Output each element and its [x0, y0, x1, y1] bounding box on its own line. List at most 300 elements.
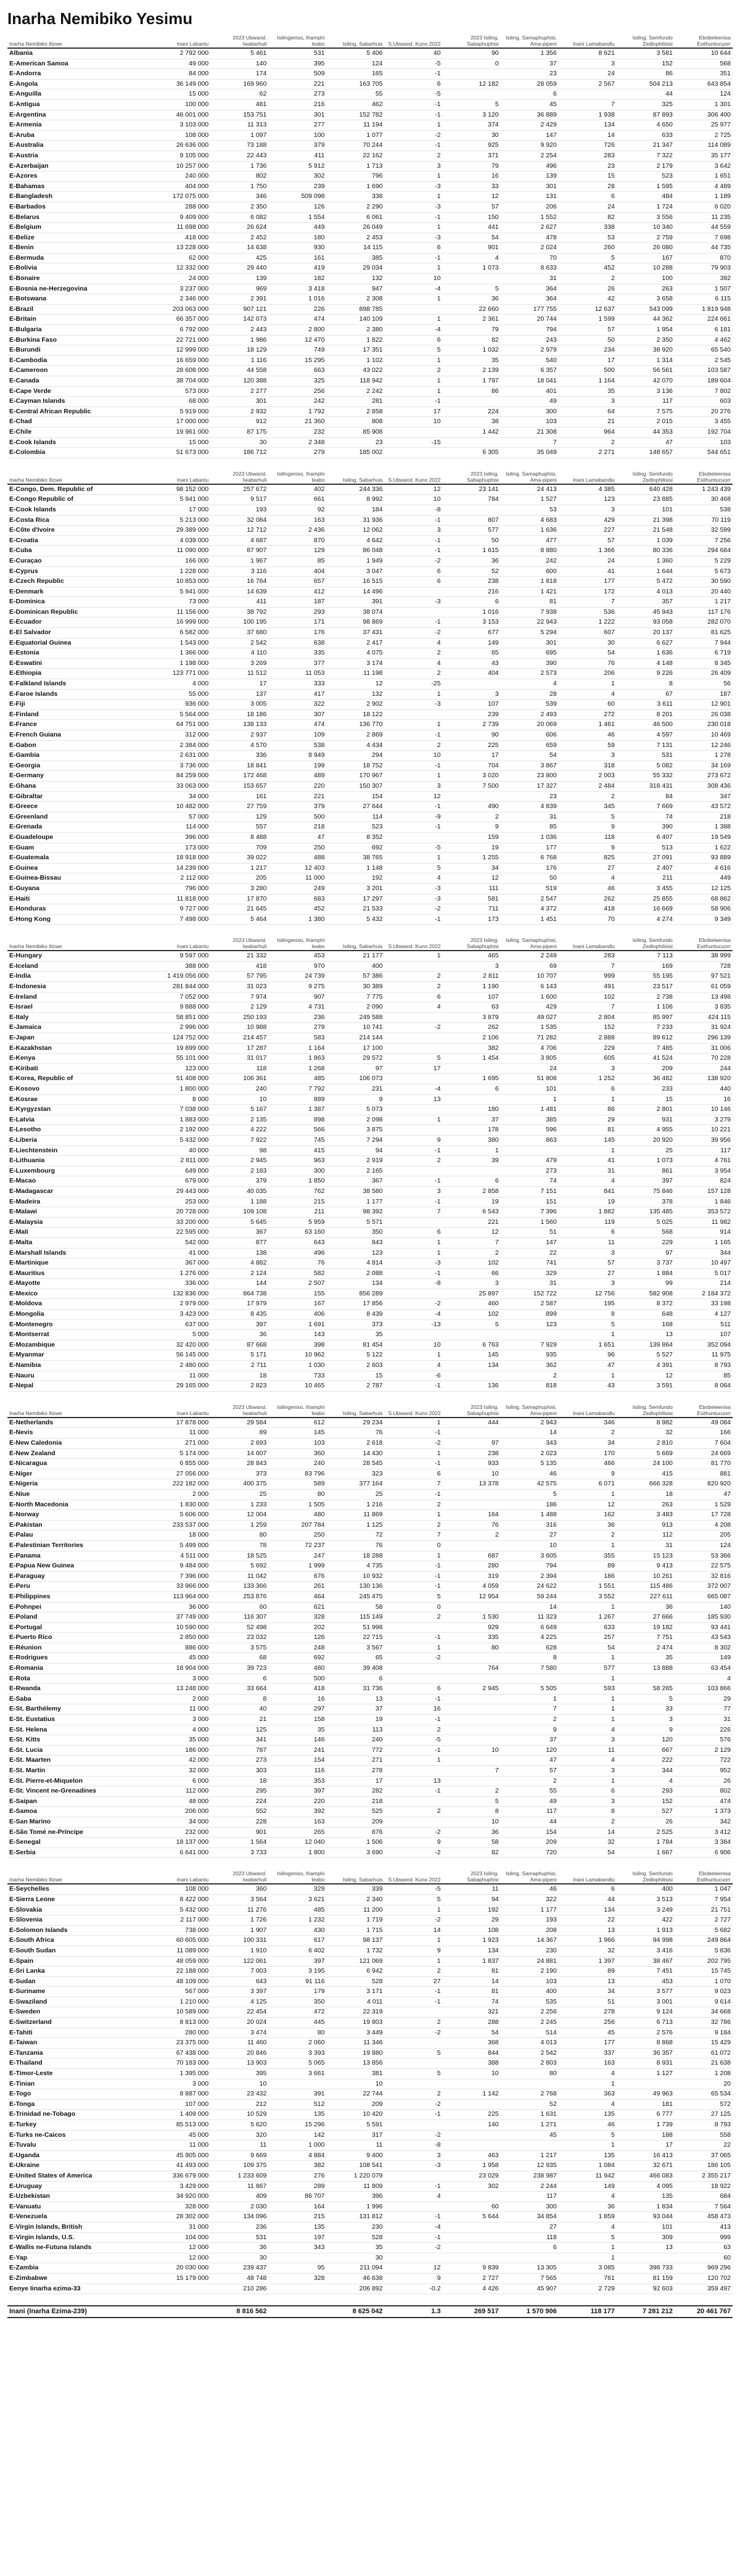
cell-value: 279 [268, 1023, 326, 1033]
cell-value: 912 [210, 417, 268, 427]
cell-value: 43 [559, 1381, 617, 1392]
column-header: S.Ubwand. Kuno 2022 [385, 936, 443, 951]
cell-value: 186 000 [152, 1745, 210, 1756]
cell-value: 55 000 [152, 689, 210, 700]
cell-value: 802 [675, 1786, 733, 1797]
cell-value: 4 642 [326, 535, 384, 546]
cell-value: 15 179 000 [152, 2273, 210, 2284]
cell-value: 679 000 [152, 1176, 210, 1187]
cell-value: 136 770 [326, 720, 384, 730]
cell-value: 100 [617, 274, 675, 284]
cell-value: 2 [559, 1530, 617, 1541]
cell-value: 363 [559, 2089, 617, 2100]
cell-value: 97 521 [675, 972, 733, 982]
cell-value: 28 059 [501, 79, 559, 89]
cell-value: 496 [501, 161, 559, 171]
table-row [7, 577, 733, 587]
cell-value: 14 115 [326, 243, 384, 254]
cell-value: 9 [617, 1725, 675, 1735]
cell-value: 877 [210, 1237, 268, 1248]
cell-value: 15 296 [268, 2120, 326, 2131]
column-header: Ebobeleenisa Esithuntucuorr [675, 936, 733, 951]
cell-value: 57 [501, 1766, 559, 1777]
cell-value: 2 184 372 [675, 1289, 733, 1299]
table-row [7, 730, 733, 741]
cell-value: 1 [559, 2253, 617, 2263]
cell-value: 511 [675, 1319, 733, 1330]
cell-value: 3 416 [617, 1946, 675, 1956]
cell-value [385, 2171, 443, 2181]
cell-value: 67 [617, 689, 675, 700]
cell-value: 6 713 [617, 2018, 675, 2028]
cell-value: 181 [617, 2099, 675, 2110]
country-name: E-India [7, 972, 152, 982]
cell-value: 1 819 948 [675, 304, 733, 315]
country-name: E-Slovakia [7, 1905, 152, 1915]
cell-value [501, 1674, 559, 1684]
cell-value: 12 [443, 192, 501, 202]
cell-value [385, 304, 443, 315]
cell-value: 44 353 [617, 427, 675, 437]
country-name: E-Norway [7, 1510, 152, 1521]
cell-value: 4 [559, 2069, 617, 2079]
cell-value: 643 [210, 1976, 268, 1987]
cell-value: 172 468 [210, 771, 268, 782]
cell-value: 665 087 [675, 1591, 733, 1602]
country-name: E-Antigua [7, 99, 152, 110]
cell-value: 480 [268, 1510, 326, 1521]
cell-value: 46 [501, 1469, 559, 1479]
cell-value: -6 [385, 1371, 443, 1381]
cell-value [385, 427, 443, 437]
cell-value: 1 366 000 [152, 648, 210, 659]
cell-value: 907 121 [210, 304, 268, 315]
cell-value: 20 440 [675, 587, 733, 597]
cell-value: -5 [385, 89, 443, 100]
cell-value: 13 [385, 1776, 443, 1786]
cell-value: 824 [675, 1176, 733, 1187]
cell-value: 32 000 [152, 1766, 210, 1777]
cell-value: 8 633 [501, 263, 559, 274]
cell-value: 7 451 [617, 1967, 675, 1977]
cell-value: 10 469 [675, 730, 733, 741]
cell-value: 1 164 [559, 376, 617, 387]
cell-value: 4 882 [210, 1258, 268, 1269]
cell-value: 23 032 [210, 1633, 268, 1643]
cell-value: 6 061 [326, 212, 384, 223]
table-row [7, 992, 733, 1002]
cell-value: 6 [443, 597, 501, 608]
cell-value: 11 276 [210, 1905, 268, 1915]
cell-value: 18 186 [210, 709, 268, 720]
cell-value: 12 [385, 791, 443, 802]
cell-value: -2 [385, 1915, 443, 1926]
cell-value: 649 000 [152, 1166, 210, 1176]
country-name: E-Malta [7, 1237, 152, 1248]
cell-value: 1 910 [210, 1946, 268, 1956]
cell-value: 135 [268, 2222, 326, 2232]
cell-value: 1 863 [268, 1054, 326, 1064]
cell-value: 4 [559, 1176, 617, 1187]
country-name: E-Bulgaria [7, 325, 152, 336]
cell-value: 2 945 [443, 1684, 501, 1695]
cell-value: 3 455 [675, 417, 733, 427]
cell-value: 5 122 [326, 1350, 384, 1361]
cell-value: 203 063 000 [152, 304, 210, 315]
cell-value: 104 000 [152, 2232, 210, 2243]
cell-value: 5 941 000 [152, 495, 210, 505]
cell-value: 29 234 [326, 1418, 384, 1428]
cell-value: 55 332 [617, 771, 675, 782]
total-label: Inani (Inarha Ezima-239) [7, 2306, 152, 2318]
cell-value: 4 [385, 2192, 443, 2202]
cell-value: 136 [443, 1381, 501, 1392]
cell-value: 20 728 000 [152, 1207, 210, 1218]
cell-value: 36 [443, 556, 501, 566]
cell-value: -1 [385, 1146, 443, 1156]
table-row [7, 2038, 733, 2049]
cell-value: 5 432 [326, 914, 384, 925]
report-blocks [7, 33, 733, 2294]
cell-value: 7 575 [617, 407, 675, 417]
cell-value: 1 360 [617, 556, 675, 566]
country-name: E-Uganda [7, 2150, 152, 2161]
cell-value: 36 [617, 1602, 675, 1612]
cell-value: 47 [675, 1489, 733, 1500]
cell-value: 39 723 [210, 1664, 268, 1674]
cell-value: 12 004 [210, 1510, 268, 1521]
country-name: E-Sierra Leone [7, 1894, 152, 1905]
cell-value: -1 [385, 546, 443, 556]
cell-value: 400 375 [210, 1479, 268, 1490]
cell-value: 11 090 000 [152, 546, 210, 556]
cell-value: 21 548 [617, 526, 675, 536]
cell-value: 1 073 [617, 1156, 675, 1166]
cell-value: 55 101 000 [152, 1054, 210, 1064]
cell-value: 5 294 [501, 628, 559, 638]
cell-value: 14 607 [210, 1448, 268, 1459]
cell-value: 2 484 [559, 781, 617, 791]
cell-value: 68 [210, 1653, 268, 1664]
cell-value: 54 [501, 751, 559, 761]
country-name: E-Myanmar [7, 1350, 152, 1361]
cell-value: 186 712 [210, 448, 268, 458]
cell-value: 84 000 [152, 69, 210, 80]
cell-value: 280 [443, 1561, 501, 1572]
cell-value: 100 000 [152, 99, 210, 110]
cell-value: 1 421 [501, 587, 559, 597]
cell-value: 49 084 [675, 1418, 733, 1428]
cell-value: 612 [268, 1418, 326, 1428]
country-name: E-Virgin Islands, British [7, 2222, 152, 2232]
country-name: E-Togo [7, 2089, 152, 2100]
cell-value: 125 [210, 1725, 268, 1735]
cell-value: 37 [501, 1735, 559, 1746]
cell-value: 13 [617, 2243, 675, 2253]
column-header: Isiling. Samaphuphisi, Ama-pipeni [501, 1869, 559, 1884]
country-name: E-Netherlands [7, 1418, 152, 1428]
cell-value: 221 [268, 791, 326, 802]
country-name: E-Mauritius [7, 1268, 152, 1279]
cell-value: 8 992 [326, 495, 384, 505]
table-row [7, 1469, 733, 1479]
cell-value: 13 305 [501, 2263, 559, 2274]
country-name: E-Tuvalu [7, 2140, 152, 2151]
cell-value: 667 [617, 1745, 675, 1756]
cell-value: 107 [443, 700, 501, 710]
cell-value: 240 [268, 1459, 326, 1469]
cell-value: 396 [326, 2192, 384, 2202]
cell-value: 1 461 [559, 720, 617, 730]
cell-value: 209 [501, 1838, 559, 1848]
cell-value: 1 949 [326, 556, 384, 566]
cell-value [385, 1622, 443, 1633]
cell-value: 31 [501, 812, 559, 822]
cell-value: -2 [385, 2243, 443, 2253]
table-row [7, 1925, 733, 1936]
cell-value: 109 375 [210, 2161, 268, 2171]
table-row [7, 556, 733, 566]
cell-value: 2 803 [501, 2058, 559, 2069]
cell-value: 2 417 [326, 638, 384, 648]
country-name: E-Congo Republic of [7, 495, 152, 505]
cell-value: 1 [559, 1776, 617, 1786]
column-header: 2023 Isiling. Sabaphuphisi [443, 1403, 501, 1418]
cell-value: 123 [501, 1319, 559, 1330]
cell-value: -1 [385, 1997, 443, 2007]
cell-value: 28 [559, 181, 617, 192]
country-name: E-Niger [7, 1469, 152, 1479]
cell-value: 10 261 [617, 1571, 675, 1582]
cell-value: 513 [617, 843, 675, 853]
country-name: E-Andorra [7, 69, 152, 80]
cell-value: 37 065 [675, 2150, 733, 2161]
cell-value: 233 537 000 [152, 1520, 210, 1530]
cell-value: 8 880 [501, 546, 559, 556]
cell-value: 360 [210, 1884, 268, 1894]
cell-value: 23 029 [443, 2171, 501, 2181]
cell-value: 134 096 [210, 2212, 268, 2223]
cell-value: 2 443 [210, 325, 268, 336]
cell-value: 2 792 000 [152, 48, 210, 59]
table-row [7, 448, 733, 458]
table-row [7, 1997, 733, 2007]
cell-value: 1 529 [675, 1500, 733, 1510]
cell-value: 2 [385, 1807, 443, 1817]
cell-value: 288 [443, 2018, 501, 2028]
table-row [7, 771, 733, 782]
cell-value: 5 213 000 [152, 515, 210, 526]
cell-value: 14 [559, 1827, 617, 1838]
cell-value: 29 034 [326, 263, 384, 274]
cell-value: 6 000 [152, 1776, 210, 1786]
table-row [7, 2110, 733, 2120]
cell-value: -1 [385, 2212, 443, 2223]
cell-value: 566 [268, 1125, 326, 1136]
cell-value: -8 [385, 505, 443, 515]
cell-value: 1 [385, 951, 443, 961]
cell-value: 3 567 [326, 1643, 384, 1653]
cell-value: 245 475 [326, 1591, 384, 1602]
cell-value: -1 [385, 212, 443, 223]
cell-value: 44 [559, 1894, 617, 1905]
cell-value: 367 000 [152, 1258, 210, 1269]
cell-value: 162 [559, 1510, 617, 1521]
cell-value: 2 [559, 1817, 617, 1827]
cell-value: 214 457 [210, 1033, 268, 1044]
cell-value: 273 [268, 89, 326, 100]
cell-value: -9 [385, 812, 443, 822]
column-header: Inarha Nemibiko Ilizwe [7, 469, 152, 484]
cell-value: 343 [268, 2243, 326, 2253]
cell-value: 197 [268, 2232, 326, 2243]
cell-value: 445 [268, 2018, 326, 2028]
country-name: E-Cayman Islands [7, 397, 152, 407]
cell-value: 10 741 [326, 1023, 384, 1033]
cell-value: 42 070 [617, 376, 675, 387]
country-name: E-Belarus [7, 212, 152, 223]
cell-value: 3 [559, 1248, 617, 1258]
cell-value: 1 830 000 [152, 1500, 210, 1510]
table-row [7, 1725, 733, 1735]
cell-value: 205 [210, 873, 268, 884]
cell-value: 3 513 [617, 1894, 675, 1905]
cell-value: 2 [385, 648, 443, 659]
cell-value: 1 409 000 [152, 2110, 210, 2120]
cell-value: 388 [443, 2058, 501, 2069]
country-name: E-Britain [7, 315, 152, 325]
cell-value: 32 671 [617, 2161, 675, 2171]
cell-value [617, 2079, 675, 2089]
cell-value: 0 [385, 1602, 443, 1612]
cell-value: 1 800 [268, 1847, 326, 1858]
cell-value: 37 [443, 1115, 501, 1125]
cell-value: 2 811 [443, 972, 501, 982]
cell-value: 4 127 [675, 1310, 733, 1320]
cell-value: 17 000 000 [152, 417, 210, 427]
cell-value: 3 384 [675, 1838, 733, 1848]
cell-value: 18 841 [210, 761, 268, 771]
cell-value: 2 [385, 1156, 443, 1166]
country-name: E-Liberia [7, 1135, 152, 1146]
cell-value [443, 791, 501, 802]
cell-value: 89 [559, 1561, 617, 1572]
cell-value: 8 435 [210, 1310, 268, 1320]
cell-value: 2 474 [617, 1643, 675, 1653]
cell-value: -5 [385, 1884, 443, 1894]
cell-value: 1 301 [675, 99, 733, 110]
cell-value: 2 507 [268, 1279, 326, 1289]
cell-value: 10 [385, 274, 443, 284]
cell-value: 406 [268, 1310, 326, 1320]
cell-value: 374 [443, 120, 501, 131]
country-name: E-Mozambique [7, 1340, 152, 1350]
cell-value: 4 222 [210, 1125, 268, 1136]
cell-value [443, 1715, 501, 1725]
cell-value: 1 387 [268, 1105, 326, 1115]
cell-value: 45 [559, 2028, 617, 2038]
cell-value: 2 869 [326, 730, 384, 741]
cell-value: 382 [443, 1043, 501, 1054]
column-header: Inani Labantu [152, 936, 210, 951]
column-header: 2023 Ubwand. Iwabarhuli [210, 469, 268, 484]
cell-value: 2 106 [443, 1033, 501, 1044]
cell-value: -1 [385, 1176, 443, 1187]
table-row [7, 1796, 733, 1807]
cell-value: 952 [675, 1766, 733, 1777]
cell-value: 60 605 000 [152, 1936, 210, 1946]
cell-value: 23 [501, 69, 559, 80]
cell-value: 36 [443, 294, 501, 305]
cell-value: 81 770 [675, 1459, 733, 1469]
cell-value: 131 [501, 192, 559, 202]
cell-value: 12 [385, 484, 443, 495]
cell-value: 353 572 [675, 1207, 733, 1218]
table-row [7, 1439, 733, 1449]
country-name: E-St. Eustatius [7, 1715, 152, 1725]
cell-value: 11 867 [210, 2181, 268, 2192]
cell-value: 4 884 [268, 2150, 326, 2161]
cell-value: 380 [443, 1135, 501, 1146]
cell-value: 81 [443, 1987, 501, 1997]
cell-value: 42 575 [501, 1479, 559, 1490]
country-name: E-Spain [7, 1956, 152, 1967]
cell-value: 10 590 000 [152, 1622, 210, 1633]
country-table [7, 33, 733, 458]
cell-value: 355 [559, 1551, 617, 1561]
cell-value: 1 216 [326, 1500, 384, 1510]
cell-value: 899 [501, 1310, 559, 1320]
cell-value: 4 [559, 873, 617, 884]
table-row [7, 325, 733, 336]
cell-value: 341 [210, 1735, 268, 1746]
cell-value: 18 904 000 [152, 1664, 210, 1674]
cell-value: 16 [675, 1094, 733, 1105]
cell-value: 1 [559, 1715, 617, 1725]
cell-value: -4 [385, 1310, 443, 1320]
cell-value: 142 [268, 2130, 326, 2140]
table-row [7, 376, 733, 387]
cell-value: 273 672 [675, 771, 733, 782]
table-row [7, 961, 733, 972]
cell-value: 225 [443, 2110, 501, 2120]
cell-value: 648 [617, 1310, 675, 1320]
country-name: E-Peru [7, 1582, 152, 1592]
cell-value: 2 542 [210, 638, 268, 648]
cell-value: 12 712 [210, 526, 268, 536]
cell-value: 333 [268, 679, 326, 690]
cell-value: 7 [501, 1704, 559, 1715]
cell-value: 101 [617, 2222, 675, 2232]
cell-value [385, 2038, 443, 2049]
column-header: Isiling. Samaphuphisi, Ama-pipeni [501, 936, 559, 951]
cell-value: 53 [501, 505, 559, 515]
cell-value: 150 307 [326, 781, 384, 791]
cell-value: -4 [385, 325, 443, 336]
column-header: Isilingeniso, Ihamphi leabo [268, 1869, 326, 1884]
cell-value: 19 880 [326, 2048, 384, 2058]
column-header: Isiling. Semfundo Zedlophilisisi [617, 33, 675, 48]
cell-value: 120 [501, 1745, 559, 1756]
cell-value: 19 182 [617, 1622, 675, 1633]
cell-value: 28 [501, 689, 559, 700]
cell-value: 36 [559, 1520, 617, 1530]
cell-value: 4 [385, 638, 443, 648]
country-name: E-Slovenia [7, 1915, 152, 1926]
cell-value: -5 [385, 1735, 443, 1746]
cell-value: 4 385 [559, 484, 617, 495]
cell-value: 368 [443, 2038, 501, 2049]
